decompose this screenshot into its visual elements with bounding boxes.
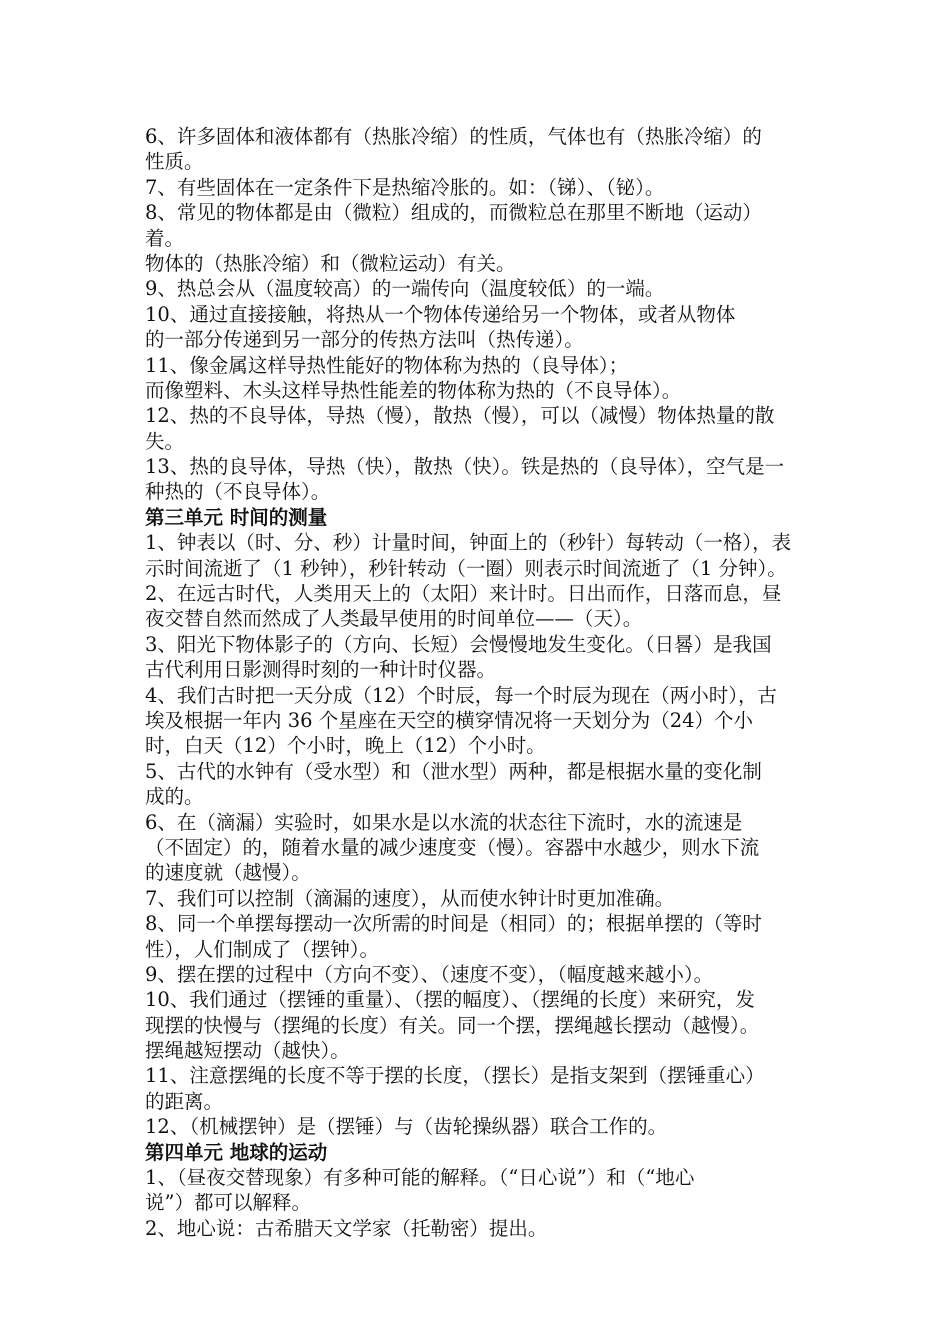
line: 夜交替自然而然成了人类最早使用的时间单位——（天）。 (145, 607, 643, 631)
line: 摆绳越短摆动（越快）。 (145, 1039, 350, 1063)
line: 种热的（不良导体）。 (145, 480, 331, 504)
line: 4、我们古时把一天分成（12）个时辰，每一个时辰为现在（两小时），古 (145, 683, 777, 707)
line: 着。 (145, 226, 185, 250)
line: 1、钟表以（时、分、秒）计量时间，钟面上的（秒针）每转动（一格），表 (145, 531, 792, 555)
line: 7、我们可以控制（滴漏的速度），从而使水钟计时更加准确。 (145, 886, 675, 910)
line: 的距离。 (145, 1089, 224, 1113)
line: 性质。 (145, 150, 204, 174)
line: 3、阳光下物体影子的（方向、长短）会慢慢地发生变化。（日晷）是我国 (145, 632, 772, 656)
line: 8、常见的物体都是由（微粒）组成的，而微粒总在那里不断地（运动） (145, 201, 762, 225)
line: 12、（机械摆钟）是（摆锤）与（齿轮操纵器）联合工作的。 (145, 1115, 668, 1139)
line: 5、古代的水钟有（受水型）和（泄水型）两种，都是根据水量的变化制 (145, 759, 762, 783)
line: 10、通过直接接触，将热从一个物体传递给另一个物体，或者从物体 (145, 302, 736, 326)
line: 11、注意摆绳的长度不等于摆的长度，（摆长）是指支架到（摆锤重心） (145, 1064, 765, 1088)
line: 6、在（滴漏）实验时，如果水是以水流的状态往下流时，水的流速是 (145, 810, 743, 834)
line: 6、许多固体和液体都有（热胀冷缩）的性质，气体也有（热胀冷缩）的 (145, 125, 762, 148)
line: 时，白天（12）个小时，晚上（12）个小时。 (145, 734, 546, 758)
line: 13、热的良导体，导热（快），散热（快）。铁是热的（良导体），空气是一 (145, 455, 785, 479)
line: 的速度就（越慢）。 (145, 861, 311, 885)
line: 古代利用日影测得时刻的一种计时仪器。 (145, 658, 497, 682)
line: 8、同一个单摆每摆动一次所需的时间是（相同）的；根据单摆的（等时 (145, 912, 762, 936)
line: 失。 (145, 429, 185, 453)
line: 物体的（热胀冷缩）和（微粒运动）有关。 (145, 251, 516, 275)
line: 1、（昼夜交替现象）有多种可能的解释。（“日心说”）和（“地心 (145, 1166, 695, 1190)
line: 9、摆在摆的过程中（方向不变）、（速度不变），（幅度越来越小）。 (145, 962, 714, 986)
line: 示时间流逝了（1 秒钟），秒针转动（一圈）则表示时间流逝了（1 分钟）。 (145, 556, 787, 580)
line: 成的。 (145, 785, 204, 809)
line: 现摆的快慢与（摆绳的长度）有关。同一个摆，摆绳越长摆动（越慢）。 (145, 1013, 760, 1037)
section-heading: 第四单元 地球的运动 (145, 1140, 328, 1164)
line: （不固定）的，随着水量的减少速度变（慢）。容器中水越少，则水下流 (145, 835, 760, 859)
line: 说”）都可以解释。 (145, 1191, 311, 1215)
line: 而像塑料、木头这样导热性能差的物体称为热的（不良导体）。 (145, 378, 682, 402)
line: 10、我们通过（摆锤的重量）、（摆的幅度）、（摆绳的长度）来研究，发 (145, 988, 755, 1012)
line: 2、地心说：古希腊天文学家（托勒密）提出。 (145, 1216, 548, 1240)
line: 12、热的不良导体，导热（慢），散热（慢），可以（减慢）物体热量的散 (145, 404, 775, 428)
document-page (145, 124, 817, 1241)
line: 性），人们制成了（摆钟）。 (145, 937, 380, 961)
line: 7、有些固体在一定条件下是热缩冷胀的。如：（锑）、（铋）。 (145, 175, 665, 199)
section-heading: 第三单元 时间的测量 (145, 505, 328, 529)
line: 11、像金属这样导热性能好的物体称为热的（良导体）； (145, 353, 629, 377)
line: 2、在远古时代，人类用天上的（太阳）来计时。日出而作，日落而息，昼 (145, 582, 782, 606)
line: 的一部分传递到另一部分的传热方法叫（热传递）。 (145, 328, 584, 352)
line: 埃及根据一年内 36 个星座在天空的横穿情况将一天划分为（24）个小 (145, 708, 754, 732)
line: 9、热总会从（温度较高）的一端传向（温度较低）的一端。 (145, 277, 665, 301)
